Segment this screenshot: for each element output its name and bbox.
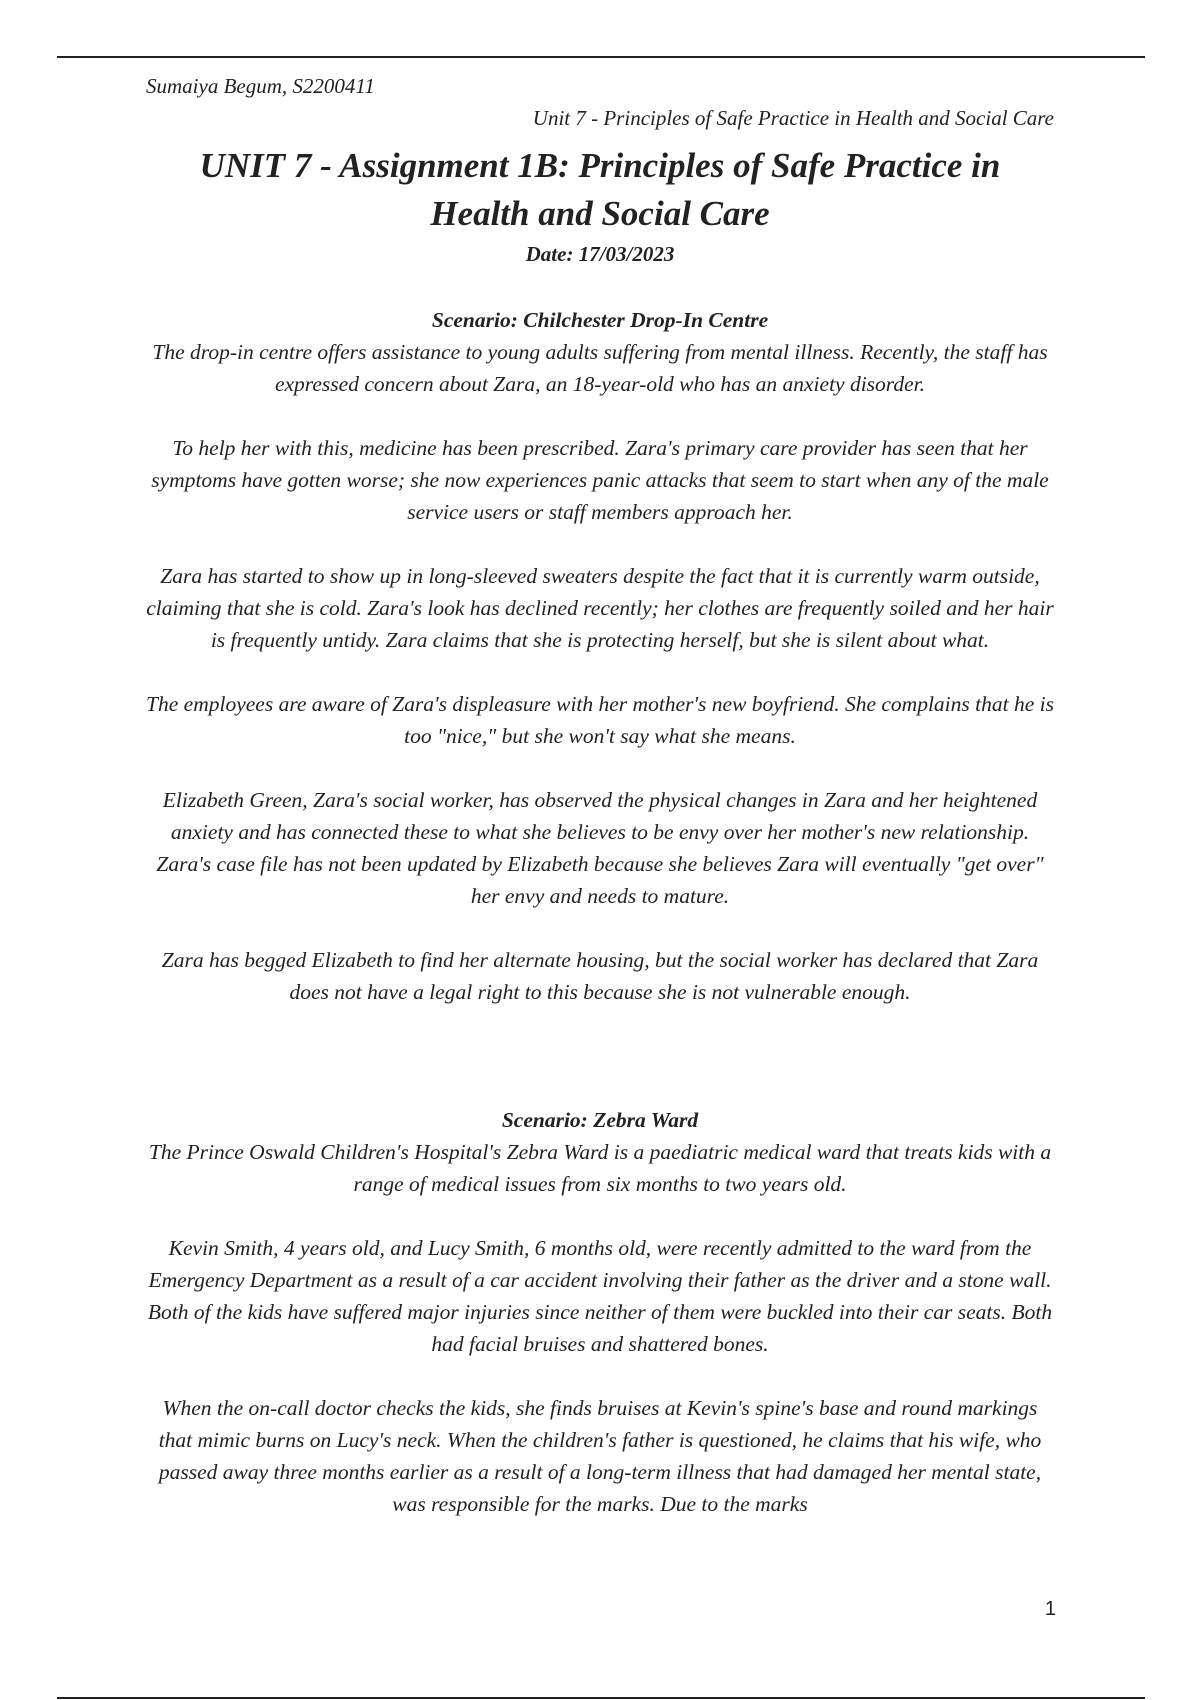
title-line-2: Health and Social Care (430, 194, 770, 233)
paragraph: The drop-in centre offers assistance to young adults suffering from mental illness. Recently, the staff has expressed concern about Zara, an 18-year-old who has an anxiety disorder. (152, 340, 1048, 396)
paragraph: Zara has begged Elizabeth to find her alternate housing, but the social worker has declared that Zara does not have a legal right to this because she is not vulnerable enough. (161, 948, 1039, 1004)
bottom-rule (57, 1697, 1145, 1699)
scenario-heading: Scenario: Zebra Ward (501, 1108, 699, 1132)
paragraph: Zara has started to show up in long-sleeved sweaters despite the fact that it is currently warm outside, claiming that she is cold. Zara's look has declined recently; her clothes are frequently soiled and her hair is frequently untidy. Zara claims that she is protecting herself, but she is silent about what. (146, 564, 1054, 652)
paragraph: Kevin Smith, 4 years old, and Lucy Smith, 6 months old, were recently admitted to the ward from the Emergency Department as a result of a car accident involving their father as the driver and a stone wall. Both of the kids have suffered major injuries since neither of them were buckled into their car seats. Both had facial bruises and shattered bones. (147, 1236, 1053, 1356)
scenario-heading: Scenario: Chilchester Drop-In Centre (431, 308, 769, 332)
document-title (146, 142, 1054, 238)
page-number: 1 (1044, 1598, 1056, 1620)
paragraph: The employees are aware of Zara's displeasure with her mother's new boyfriend. She complains that he is too "nice," but she won't say what she means. (146, 692, 1054, 748)
paragraph: To help her with this, medicine has been prescribed. Zara's primary care provider has seen that her symptoms have gotten worse; she now experiences panic attacks that seem to start when any of the male service users or staff members approach her. (151, 436, 1049, 524)
paragraph: The Prince Oswald Children's Hospital's Zebra Ward is a paediatric medical ward that treats kids with a range of medical issues from six months to two years old. (148, 1140, 1052, 1196)
scenario-zebra-ward (146, 1104, 1054, 1552)
running-header: Unit 7 - Principles of Safe Practice in Health and Social Care (532, 106, 1054, 130)
top-rule (57, 56, 1145, 58)
paragraph: Elizabeth Green, Zara's social worker, has observed the physical changes in Zara and her heightened anxiety and has connected these to what she believes to be envy over her mother's new relationship. Zara's case file has not been updated by Elizabeth because she believes Zara will eventually "get over" her envy and needs to mature. (156, 788, 1044, 908)
document-date: Date: 17/03/2023 (525, 242, 675, 266)
title-line-1: UNIT 7 - Assignment 1B: Principles of Safe Practice in (199, 146, 1001, 185)
scenario-chilchester (146, 304, 1054, 1040)
author-line: Sumaiya Begum, S2200411 (146, 74, 375, 98)
paragraph: When the on-call doctor checks the kids, she finds bruises at Kevin's spine's base and round markings that mimic burns on Lucy's neck. When the children's father is questioned, he claims that his wife, who passed away three months earlier as a result of a long-term illness that had damaged her mental state, was responsible for the marks. Due to the marks (158, 1396, 1042, 1516)
